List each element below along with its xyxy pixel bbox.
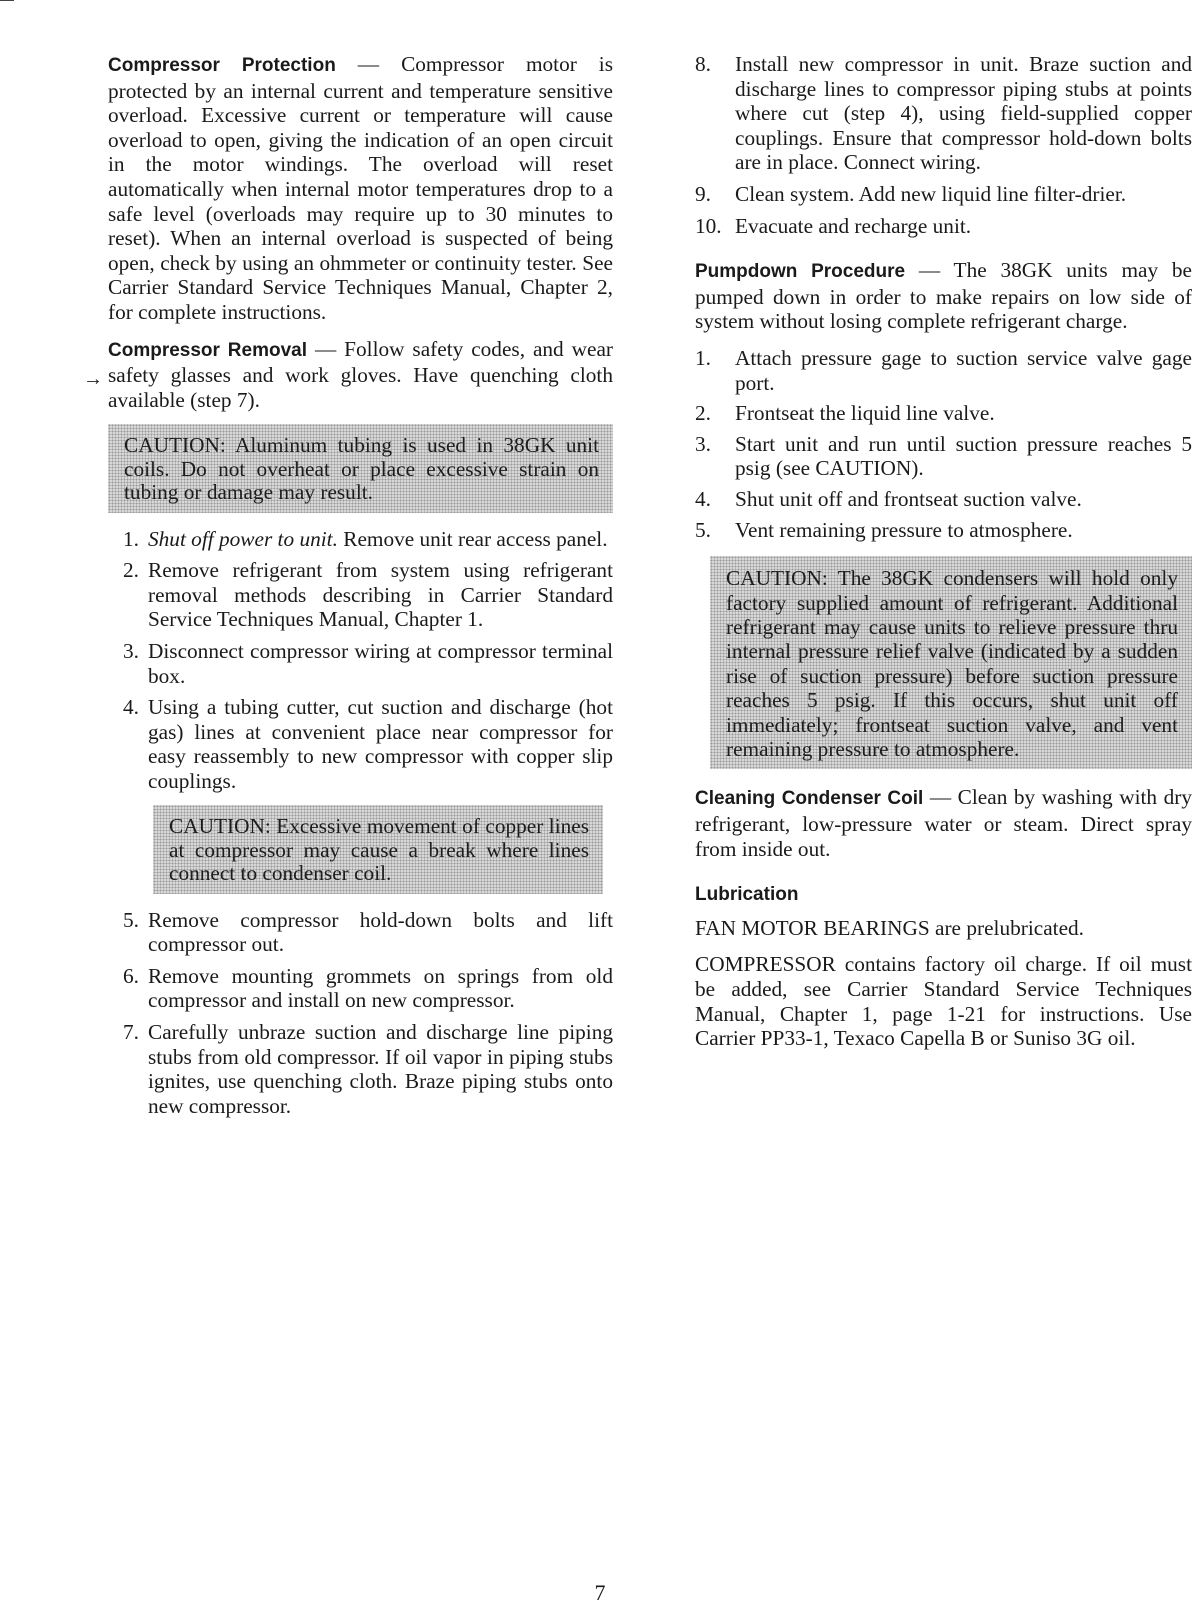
pumpdown-body: — The 38GK units may be pumped down in order to make repairs on low side of system without losing complete refrigerant charge. xyxy=(695,258,1193,334)
pumpdown-steps-list xyxy=(695,346,1192,542)
step-text: Using a tubing cutter, cut suction and discharge (hot gas) lines at convenient place near compressor for easy reassembly to new compressor with copper slip couplings. xyxy=(148,695,613,793)
step-lead: Shut off power to unit. xyxy=(148,526,338,551)
step-text: Clean system. Add new liquid line filter-drier. xyxy=(735,181,1127,206)
list-item xyxy=(695,518,1192,543)
caution-box-copper-lines: CAUTION: Excessive movement of copper lines at compressor may cause a break where lines connect to condenser coil. xyxy=(153,805,603,893)
step-text: Attach pressure gage to suction service valve gage port. xyxy=(735,345,1192,395)
list-item xyxy=(695,487,1192,512)
page-number: 7 xyxy=(594,1580,606,1605)
right-column xyxy=(695,52,1192,1063)
compressor-oil-paragraph: COMPRESSOR contains factory oil charge. If oil must be added, see Carrier Standard Service Techniques Manual, Chapter 1, page 1-21 for instructions. Use Carrier PP33-1, Texaco Capella B or Suniso 3G oil. xyxy=(695,952,1192,1051)
list-item xyxy=(695,52,1192,175)
step-number: 8. xyxy=(695,52,711,76)
list-item xyxy=(108,527,613,552)
removal-steps-list-c xyxy=(695,52,1192,238)
step-text: Remove refrigerant from system using refrigerant removal methods describing in Carrier Standard Service Techniques Manual, Chapter 1. xyxy=(148,558,613,632)
step-text: Install new compressor in unit. Braze suction and discharge lines to compressor piping stubs at points where cut (step 4), using field-supplied copper couplings. Ensure that compressor hold-down bolts are in place. Connect wiring. xyxy=(735,52,1192,175)
list-item xyxy=(108,1020,613,1118)
list-item xyxy=(695,182,1192,207)
step-number: 4. xyxy=(695,486,711,511)
step-number: 6. xyxy=(123,963,139,988)
list-item xyxy=(108,964,613,1013)
compressor-removal-paragraph xyxy=(108,337,613,413)
pumpdown-heading: Pumpdown Procedure xyxy=(695,261,906,283)
compressor-protection-paragraph xyxy=(108,52,613,325)
compressor-removal-body: — Follow safety codes, and wear safety glasses and work gloves. Have quenching cloth available (step 7). xyxy=(108,336,613,412)
step-number: 5. xyxy=(123,907,139,932)
list-item xyxy=(695,401,1192,426)
step-text: Frontseat the liquid line valve. xyxy=(735,401,995,426)
step-text: Carefully unbraze suction and discharge line piping stubs from old compressor. If oil vapor in piping stubs ignites, use quenching cloth. Braze piping stubs onto new compressor. xyxy=(148,1020,613,1118)
scan-edge-mark xyxy=(0,0,14,1)
step-text: Remove compressor hold-down bolts and lift compressor out. xyxy=(148,907,613,957)
caution-box-aluminum-tubing: CAUTION: Aluminum tubing is used in 38GK unit coils. Do not overheat or place excessive strain on tubing or damage may result. xyxy=(108,424,613,512)
list-item xyxy=(108,558,613,632)
step-text: Shut unit off and frontseat suction valve. xyxy=(735,486,1082,511)
left-column xyxy=(108,52,613,1130)
compressor-protection-heading: Compressor Protection xyxy=(108,55,336,76)
step-text: Vent remaining pressure to atmosphere. xyxy=(735,517,1073,542)
fan-motor-paragraph: FAN MOTOR BEARINGS are prelubricated. xyxy=(695,915,1085,940)
cleaning-body: — Clean by washing with dry refrigerant, low-pressure water or steam. Direct spray from inside out. xyxy=(695,785,1192,861)
list-item xyxy=(108,908,613,957)
compressor-removal-heading: Compressor Removal xyxy=(108,339,307,361)
step-number: 7. xyxy=(123,1020,139,1045)
step-number: 9. xyxy=(695,181,711,206)
step-number: 1. xyxy=(695,345,711,370)
list-item xyxy=(695,214,1192,239)
removal-steps-list-b xyxy=(108,908,613,1119)
cleaning-paragraph xyxy=(695,785,1192,861)
removal-steps-list-a xyxy=(108,527,613,794)
step-number: 4. xyxy=(123,695,139,720)
cleaning-heading: Cleaning Condenser Coil xyxy=(695,788,924,810)
caution-box-condensers: CAUTION: The 38GK condensers will hold only factory supplied amount of refrigerant. Additional refrigerant may cause units to relieve pressure thru internal pressure relief valve (indicated by a sudden rise of suction pressure) before suction pressure reaches 5 psig. If this occurs, shut unit off immediately; frontseat suction valve, and vent remaining pressure to atmosphere. xyxy=(710,556,1192,769)
step-text: Start unit and run until suction pressure reaches 5 psig (see CAUTION). xyxy=(735,431,1192,481)
step-number: 2. xyxy=(123,558,139,583)
step-number: 3. xyxy=(123,638,139,663)
pumpdown-paragraph xyxy=(695,258,1192,334)
lubrication-heading: Lubrication xyxy=(695,884,799,906)
step-text: Evacuate and recharge unit. xyxy=(735,213,972,238)
list-item xyxy=(108,639,613,688)
step-number: 10. xyxy=(695,213,722,238)
step-number: 5. xyxy=(695,517,711,542)
margin-arrow-icon: → xyxy=(83,368,103,390)
compressor-protection-body: — Compressor motor is protected by an internal current and temperature sensitive overload. Excessive current or temperature will cause overload to open, giving the indication of an open circuit in the motor windings. The overload will reset automatically when internal motor temperatures drop to a safe level (overloads may require up to 30 minutes to reset). When an internal overload is suspected of being open, check by using an ohmmeter or continuity tester. See Carrier Standard Service Techniques Manual, Chapter 2, for complete instructions. xyxy=(108,52,614,324)
step-number: 3. xyxy=(695,431,711,456)
list-item xyxy=(695,346,1192,395)
step-text: Disconnect compressor wiring at compressor terminal box. xyxy=(148,638,613,688)
list-item xyxy=(108,695,613,793)
list-item xyxy=(695,432,1192,481)
step-text: Remove unit rear access panel. xyxy=(343,526,608,551)
step-number: 2. xyxy=(695,401,711,426)
step-number: 1. xyxy=(123,526,139,551)
step-text: Remove mounting grommets on springs from old compressor and install on new compressor. xyxy=(148,963,613,1013)
